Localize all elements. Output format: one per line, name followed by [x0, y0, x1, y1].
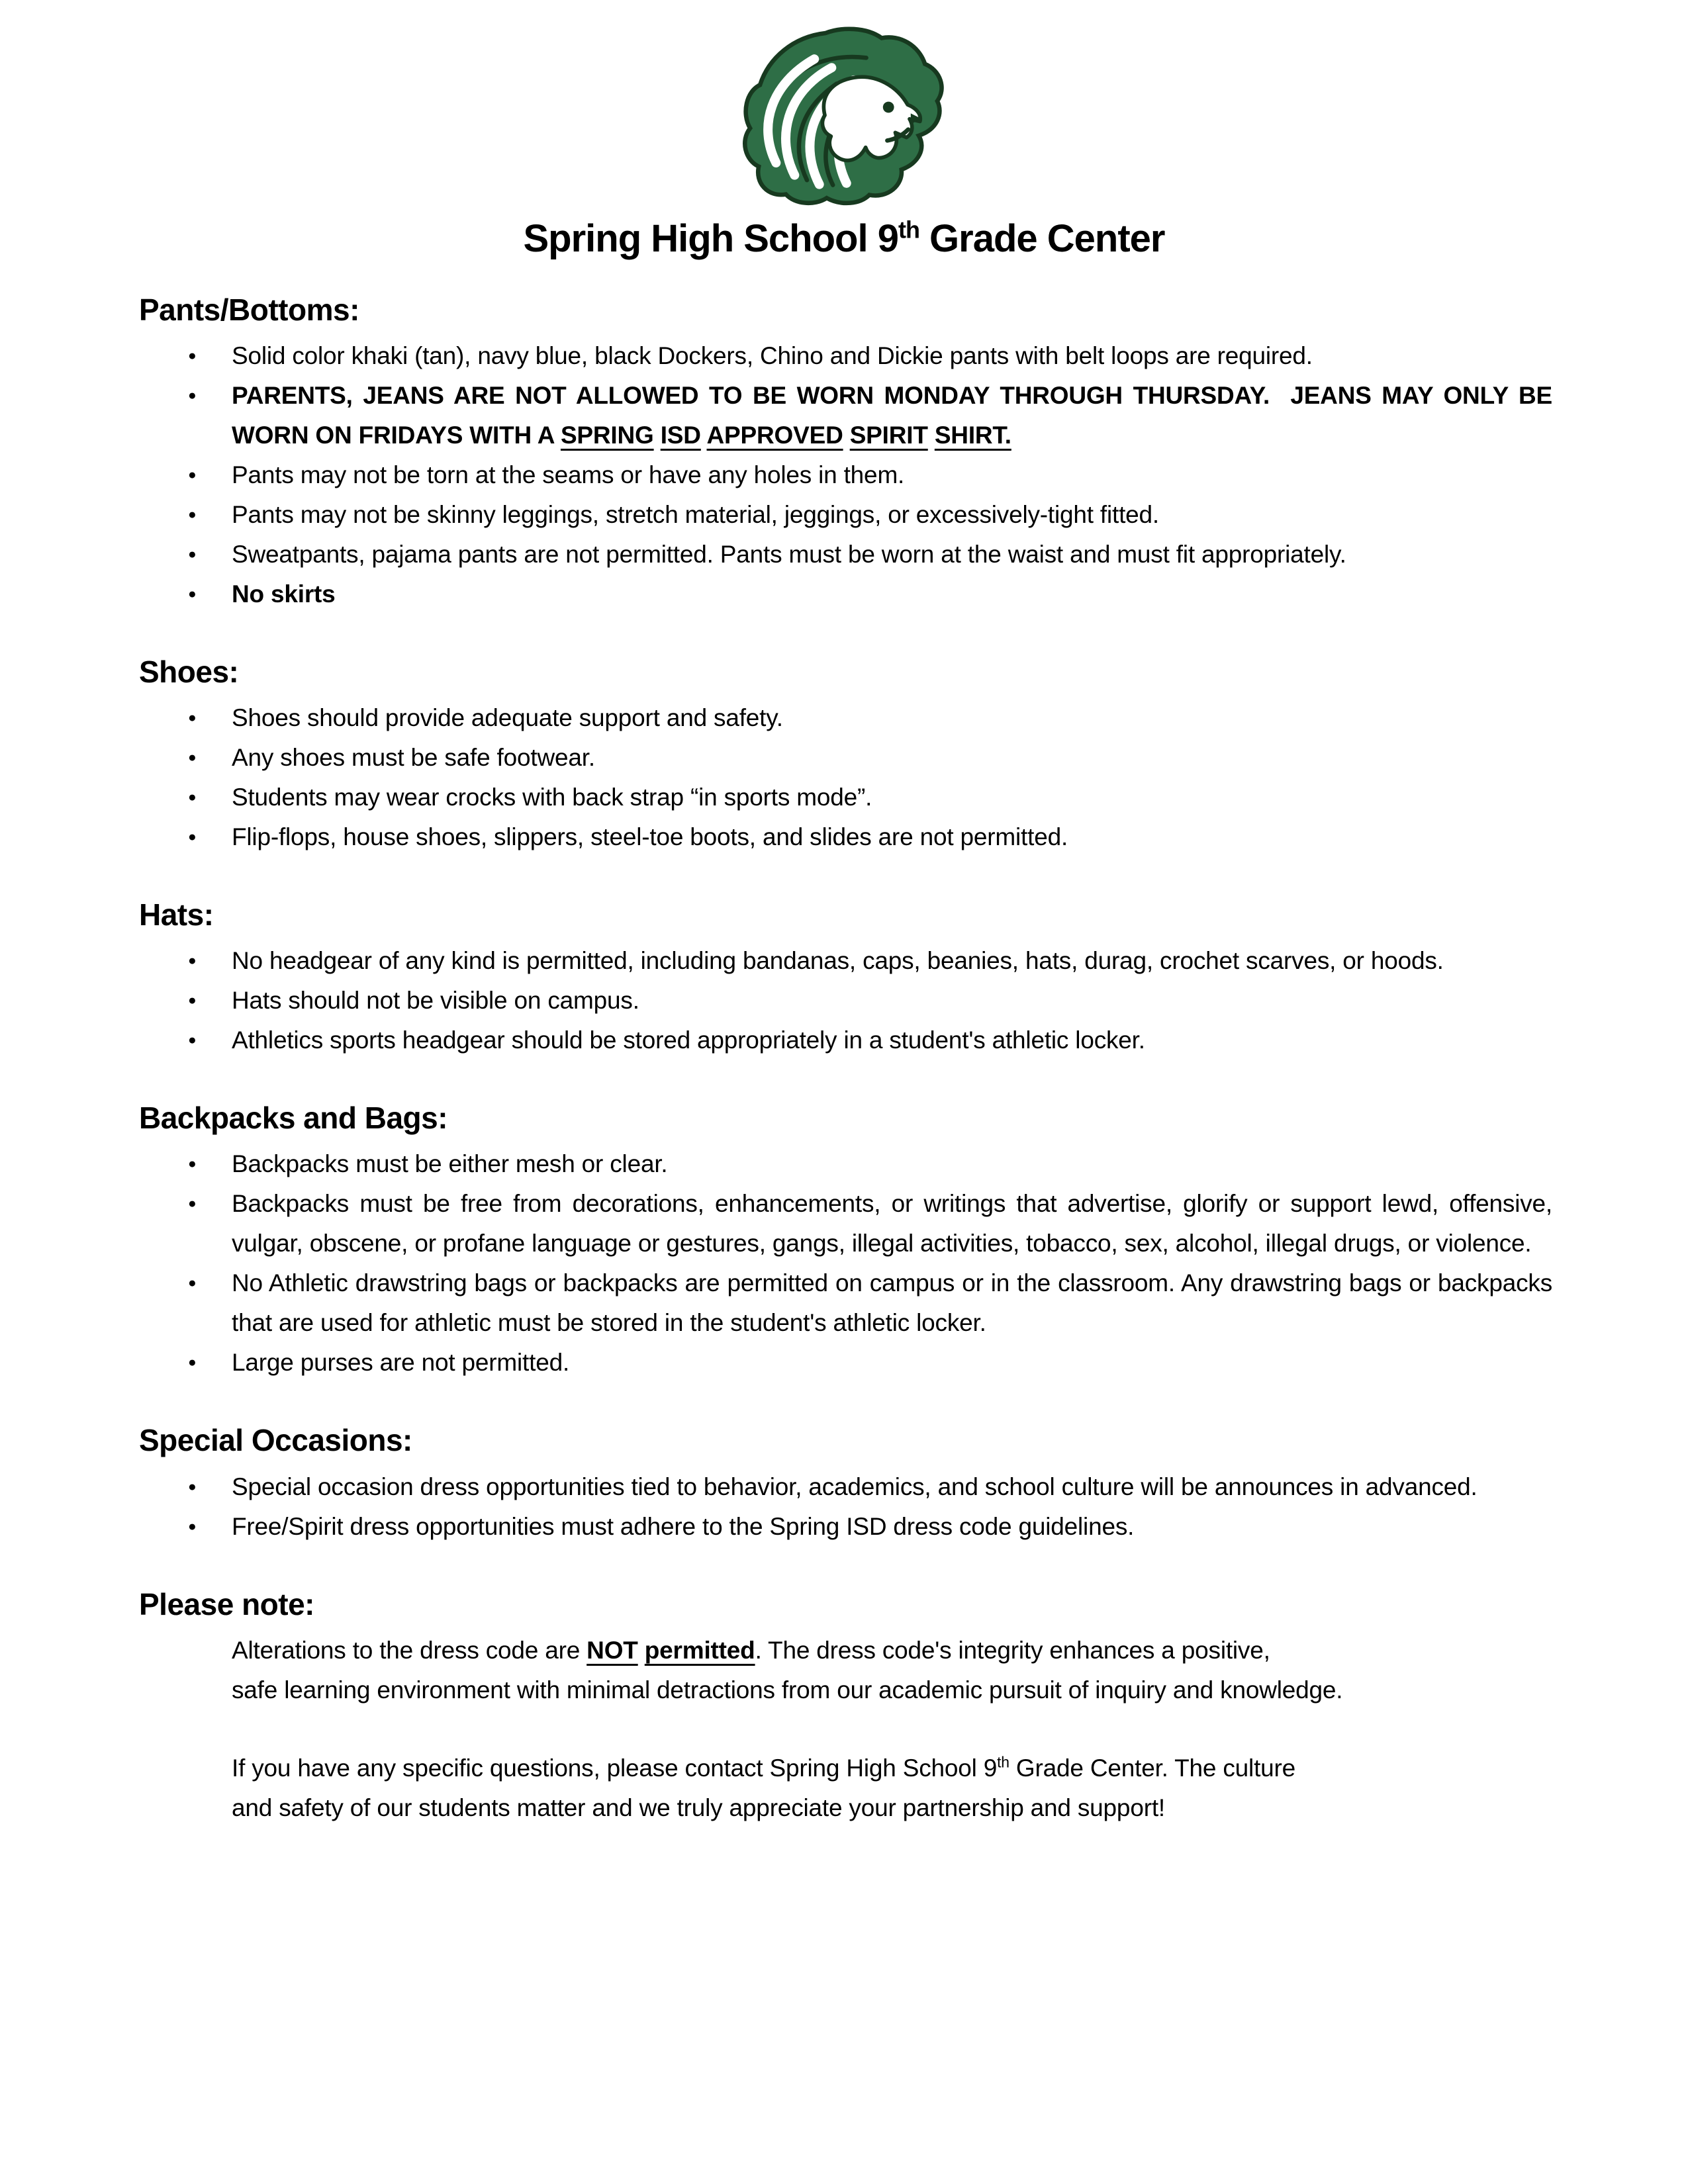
- text-run: permitted: [644, 1636, 755, 1664]
- text-run: Grade Center: [919, 217, 1165, 260]
- text-run: No Athletic drawstring bags or backpacks are permitted on campus or in the classroom. Any drawstring bags or backpacks that are used for athletic must be stored in the student's athletic locker.: [232, 1269, 1552, 1337]
- text-run: th: [898, 216, 919, 244]
- bullet-dot-icon: ●: [188, 1156, 197, 1172]
- text-run: and safety of our students matter and we truly appreciate your partnership and support!: [232, 1794, 1165, 1821]
- text-run: [843, 422, 850, 449]
- list-item: [188, 574, 1552, 614]
- text-run: No skirts: [232, 580, 336, 608]
- bullet-list: [139, 1467, 1552, 1547]
- text-run: Free/Spirit dress opportunities must adhere to the Spring ISD dress code guidelines.: [232, 1512, 1135, 1540]
- section-heading: Please note:: [139, 1586, 314, 1621]
- text-run: If you have any specific questions, please contact Spring High School 9: [232, 1754, 998, 1782]
- bullet-dot-icon: ●: [188, 829, 197, 845]
- text-run: SPIRIT: [849, 421, 928, 449]
- lion-logo-icon: [733, 20, 955, 213]
- section-shoes: [139, 654, 1552, 857]
- text-run: Shoes should provide adequate support and safety.: [232, 704, 783, 732]
- text-run: NOT: [586, 1636, 638, 1664]
- section-special-occasions: [139, 1422, 1552, 1546]
- text-run: Flip-flops, house shoes, slippers, steel-toe boots, and slides are not permitted.: [232, 823, 1068, 851]
- bullet-list: [139, 941, 1552, 1060]
- text-run: Pants may not be skinny leggings, stretch material, jeggings, or excessively-tight fitted.: [232, 500, 1160, 528]
- bullet-dot-icon: ●: [188, 1275, 197, 1291]
- section-heading: Shoes:: [139, 654, 239, 689]
- list-item: [188, 1343, 1552, 1383]
- bullet-dot-icon: ●: [188, 710, 197, 726]
- list-item: [188, 1184, 1552, 1263]
- bullet-dot-icon: ●: [188, 347, 197, 363]
- paragraph: [232, 1631, 1552, 1710]
- bullet-dot-icon: ●: [188, 953, 197, 969]
- school-logo: [733, 20, 955, 213]
- text-run: Pants may not be torn at the seams or have any holes in them.: [232, 461, 905, 488]
- section-hats: [139, 897, 1552, 1060]
- text-run: PARENTS, JEANS ARE NOT ALLOWED TO BE WORN MONDAY THROUGH THURSDAY. JEANS MAY ONLY BE WORN ON FRIDAYS WITH A: [232, 381, 1552, 449]
- list-item: [188, 1144, 1552, 1184]
- bullet-dot-icon: ●: [188, 1032, 197, 1048]
- section-heading: Pants/Bottoms:: [139, 292, 359, 327]
- text-run: Sweatpants, pajama pants are not permitted. Pants must be worn at the waist and must fit appropriately.: [232, 540, 1346, 568]
- text-run: [701, 422, 707, 449]
- text-run: SPRING: [560, 421, 654, 449]
- text-run: Any shoes must be safe footwear.: [232, 744, 595, 772]
- list-item: [188, 941, 1552, 981]
- list-item: [188, 336, 1552, 376]
- text-run: Backpacks must be either mesh or clear.: [232, 1150, 668, 1178]
- text-run: Spring High School 9: [523, 217, 898, 260]
- text-run: Solid color khaki (tan), navy blue, black Dockers, Chino and Dickie pants with belt loops are required.: [232, 341, 1313, 369]
- list-item: [188, 1467, 1552, 1507]
- text-run: Hats should not be visible on campus.: [232, 987, 639, 1015]
- text-run: th: [997, 1753, 1009, 1771]
- text-run: No headgear of any kind is permitted, including bandanas, caps, beanies, hats, durag, crochet scarves, or hoods.: [232, 947, 1444, 975]
- text-run: [654, 422, 661, 449]
- bullet-dot-icon: ●: [188, 586, 197, 602]
- section-heading: Backpacks and Bags:: [139, 1101, 448, 1136]
- text-run: APPROVED: [706, 421, 843, 449]
- text-run: Backpacks must be free from decorations, enhancements, or writings that advertise, glorify or support lewd, offensive, vulgar, obscene, or profane language or gestures, gangs, illegal activities, tobacco, sex, alcohol, illegal drugs, or violence.: [232, 1190, 1552, 1257]
- list-item: [188, 738, 1552, 778]
- bullet-list: [139, 336, 1552, 614]
- list-item: [188, 376, 1552, 455]
- paragraph: [232, 1749, 1552, 1828]
- bullet-dot-icon: ●: [188, 387, 197, 403]
- section-heading: Special Occasions:: [139, 1423, 412, 1458]
- list-item: [188, 698, 1552, 738]
- list-item: [188, 981, 1552, 1021]
- bullet-dot-icon: ●: [188, 750, 197, 766]
- text-run: Large purses are not permitted.: [232, 1349, 570, 1377]
- text-run: Special occasion dress opportunities tied to behavior, academics, and school culture will be announces in advanced.: [232, 1473, 1477, 1500]
- text-run: [638, 1637, 645, 1664]
- list-item: [188, 1021, 1552, 1060]
- bullet-dot-icon: ●: [188, 1355, 197, 1371]
- text-run: Athletics sports headgear should be stored appropriately in a student's athletic locker.: [232, 1026, 1145, 1054]
- bullet-list: [139, 698, 1552, 857]
- text-run: ISD: [660, 421, 701, 449]
- text-run: safe learning environment with minimal detractions from our academic pursuit of inquiry and knowledge.: [232, 1676, 1343, 1704]
- list-item: [188, 1263, 1552, 1343]
- list-item: [188, 455, 1552, 495]
- text-run: Students may wear crocks with back strap “in sports mode”.: [232, 784, 872, 811]
- text-run: SHIRT.: [934, 421, 1011, 449]
- list-item: [188, 495, 1552, 535]
- bullet-list: [139, 1144, 1552, 1383]
- section-backpacks-and-bags: [139, 1100, 1552, 1383]
- bullet-dot-icon: ●: [188, 1196, 197, 1212]
- bullet-dot-icon: ●: [188, 506, 197, 522]
- document-body: [0, 292, 1688, 1828]
- text-run: [928, 422, 935, 449]
- bullet-dot-icon: ●: [188, 993, 197, 1009]
- list-item: [188, 817, 1552, 857]
- bullet-dot-icon: ●: [188, 546, 197, 562]
- bullet-dot-icon: ●: [188, 1479, 197, 1494]
- text-run: Grade Center. The culture: [1009, 1754, 1296, 1782]
- list-item: [188, 535, 1552, 574]
- bullet-dot-icon: ●: [188, 467, 197, 482]
- section-please-note: [139, 1586, 1552, 1828]
- text-run: . The dress code's integrity enhances a positive,: [755, 1636, 1270, 1664]
- text-run: Alterations to the dress code are: [232, 1636, 587, 1664]
- list-item: [188, 1507, 1552, 1547]
- list-item: [188, 778, 1552, 817]
- bullet-dot-icon: ●: [188, 1518, 197, 1534]
- section-pants-bottoms: [139, 292, 1552, 614]
- section-heading: Hats:: [139, 897, 214, 933]
- bullet-dot-icon: ●: [188, 790, 197, 805]
- page-title: [0, 217, 1688, 261]
